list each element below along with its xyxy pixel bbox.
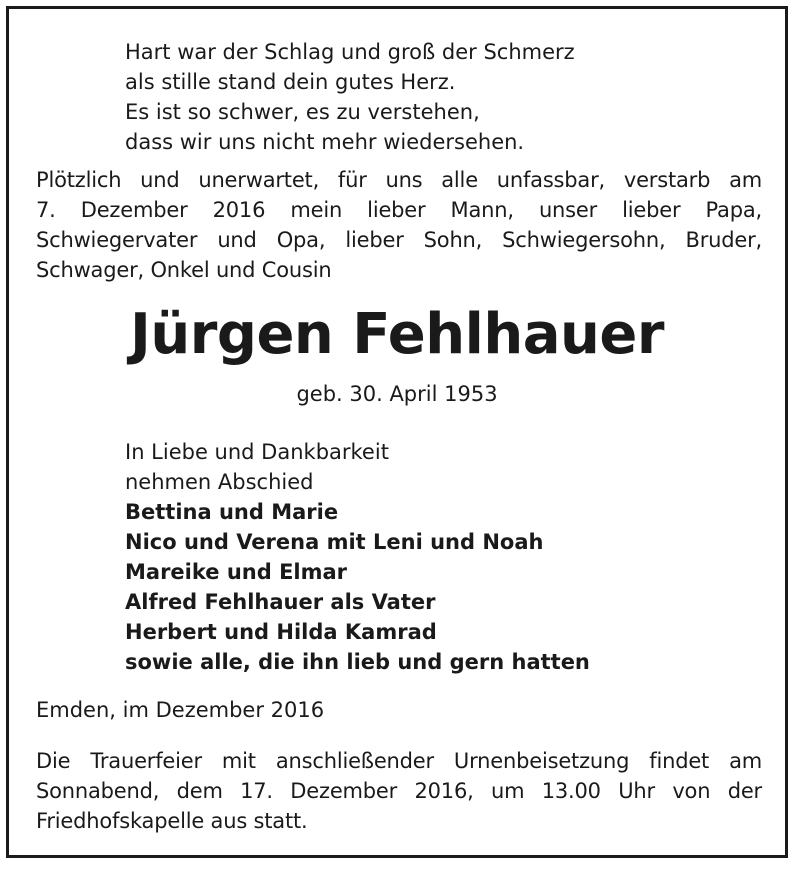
poem-line: als stille stand dein gutes Herz. bbox=[125, 70, 456, 94]
announcement-line: Schwager, Onkel und Cousin bbox=[36, 258, 332, 282]
ceremony-line: Die Trauerfeier mit anschließender Urnenbeisetzung findet am bbox=[36, 749, 762, 773]
farewell-intro-line: nehmen Abschied bbox=[125, 470, 314, 494]
announcement-line: Schwiegervater und Opa, lieber Sohn, Schwiegersohn, Bruder, bbox=[36, 228, 762, 252]
farewell-intro bbox=[125, 437, 590, 497]
obituary-notice bbox=[6, 6, 788, 858]
poem-line: Es ist so schwer, es zu verstehen, bbox=[125, 100, 480, 124]
ceremony-line: Sonnabend, dem 17. Dezember 2016, um 13.00 Uhr von der bbox=[36, 779, 762, 803]
birth-date: geb. 30. April 1953 bbox=[296, 382, 498, 406]
death-announcement bbox=[36, 165, 762, 285]
farewell-intro-line: In Liebe und Dankbarkeit bbox=[125, 440, 389, 464]
farewell-section bbox=[125, 437, 590, 677]
mourners-list bbox=[125, 497, 590, 677]
memorial-poem bbox=[125, 37, 575, 157]
mourner-name: sowie alle, die ihn lieb und gern hatten bbox=[125, 650, 590, 674]
mourner-name: Herbert und Hilda Kamrad bbox=[125, 620, 437, 644]
announcement-line: 7. Dezember 2016 mein lieber Mann, unser lieber Papa, bbox=[36, 198, 762, 222]
announcement-line: Plötzlich und unerwartet, für uns alle unfassbar, verstarb am bbox=[36, 168, 762, 192]
ceremony-line: Friedhofskapelle aus statt. bbox=[36, 809, 308, 833]
funeral-ceremony-info bbox=[36, 746, 762, 836]
mourner-name: Mareike und Elmar bbox=[125, 560, 348, 584]
poem-line: dass wir uns nicht mehr wiedersehen. bbox=[125, 130, 525, 154]
mourner-name: Bettina und Marie bbox=[125, 500, 339, 524]
mourner-name: Nico und Verena mit Leni und Noah bbox=[125, 530, 544, 554]
deceased-name: Jürgen Fehlhauer bbox=[130, 302, 664, 367]
mourner-name: Alfred Fehlhauer als Vater bbox=[125, 590, 436, 614]
place-and-date: Emden, im Dezember 2016 bbox=[36, 698, 325, 722]
poem-line: Hart war der Schlag und groß der Schmerz bbox=[125, 40, 575, 64]
